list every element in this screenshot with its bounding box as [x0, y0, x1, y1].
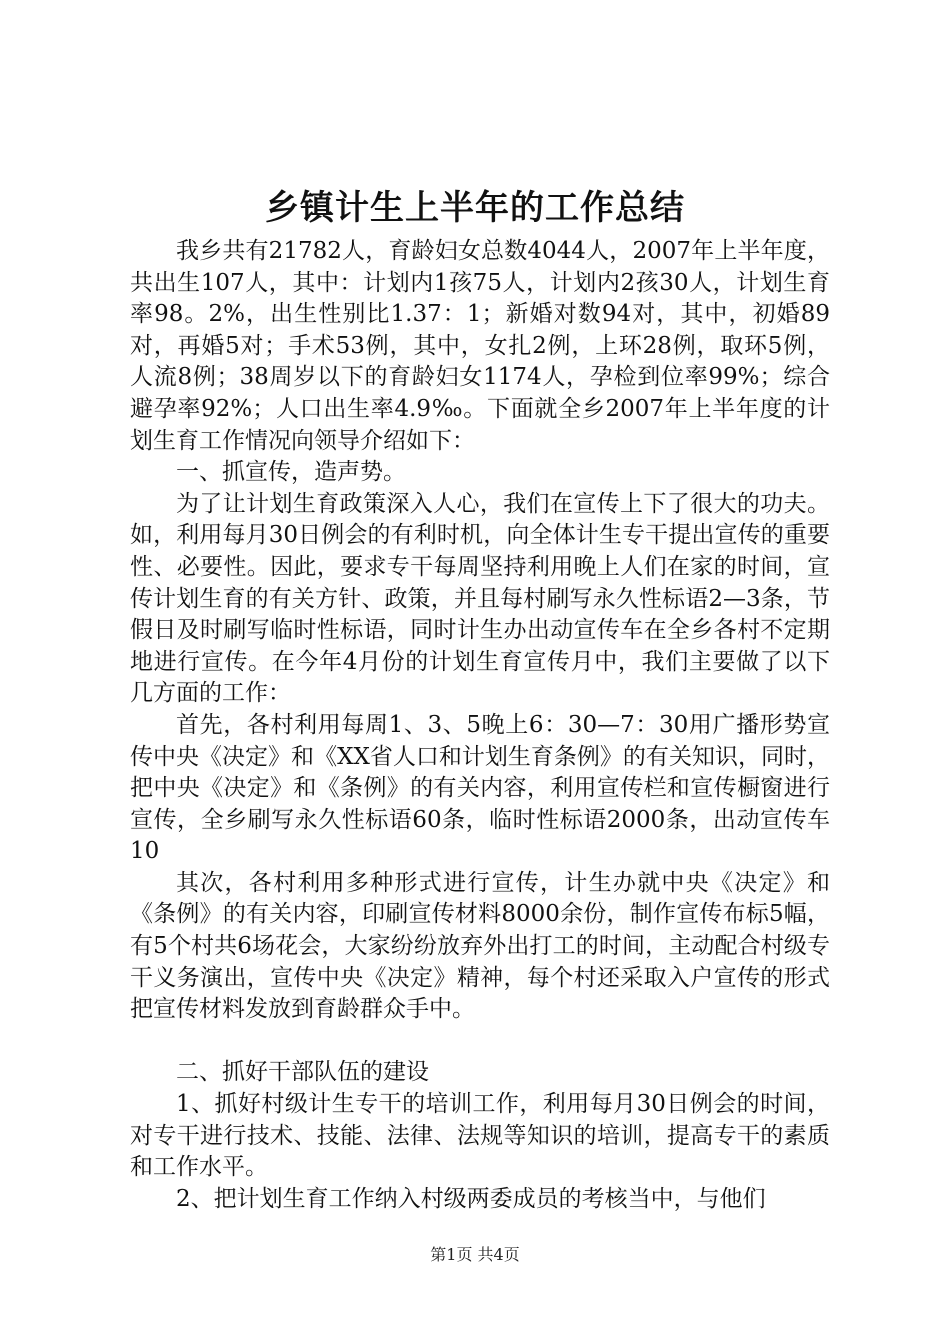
page-number: 第1页 共4页: [430, 1245, 520, 1264]
document-body: [130, 236, 830, 1215]
second-measure-paragraph: 其次，各村利用多种形式进行宣传，计生办就中央《决定》和《条例》的有关内容，印刷宣传材料8000余份，制作宣传布标5幅，有5个村共6场花会，大家纷纷放弃外出打工的时间，主动配合村级专干义务演出，宣传中央《决定》精神，每个村还采取入户宣传的形式把宣传材料发放到育龄群众手中。: [130, 869, 830, 1023]
document-title: 乡镇计生上半年的工作总结: [265, 188, 685, 228]
training-paragraph: 1、抓好村级计生专干的培训工作，利用每月30日例会的时间，对专干进行技术、技能、法律、法规等知识的培训，提高专干的素质和工作水平。: [130, 1091, 830, 1181]
summary-paragraph: 我乡共有21782人，育龄妇女总数4044人，2007年上半年度，共出生107人，其中：计划内1孩75人，计划内2孩30人，计划生育率98。2%，出生性别比1.37：1；新婚对数94对，其中，初婚89对，再婚5对；手术53例，其中，女扎2例，上环28例，取环5例，人流8例；38周岁以下的育龄妇女1174人，孕检到位率99%；综合避孕率92%；人口出生率4.9‰。下面就全乡2007年上半年度的计划生育工作情况向领导介绍如下：: [130, 238, 830, 454]
assessment-paragraph: 2、把计划生育工作纳入村级两委成员的考核当中，与他们: [176, 1185, 766, 1212]
publicity-paragraph: 为了让计划生育政策深入人心，我们在宣传上下了很大的功夫。如，利用每月30日例会的有利时机，向全体计生专干提出宣传的重要性、必要性。因此，要求专干每周坚持利用晚上人们在家的时间，宣传计划生育的有关方针、政策，并且每村刷写永久性标语2—3条，节假日及时刷写临时性标语，同时计生办出动宣传车在全乡各村不定期地进行宣传。在今年4月份的计划生育宣传月中，我们主要做了以下几方面的工作：: [130, 490, 830, 707]
section-heading-cadre: 二、抓好干部队伍的建设: [176, 1059, 429, 1086]
section-heading-publicity: 一、抓宣传，造声势。: [176, 459, 406, 486]
first-measure-paragraph: 首先，各村利用每周1、3、5晚上6：30—7：30用广播形势宣传中央《决定》和《XX省人口和计划生育条例》的有关知识，同时，把中央《决定》和《条例》的有关内容，利用宣传栏和宣传橱窗进行宣传，全乡刷写永久性标语60条，临时性标语2000条，出动宣传车10: [130, 711, 830, 865]
